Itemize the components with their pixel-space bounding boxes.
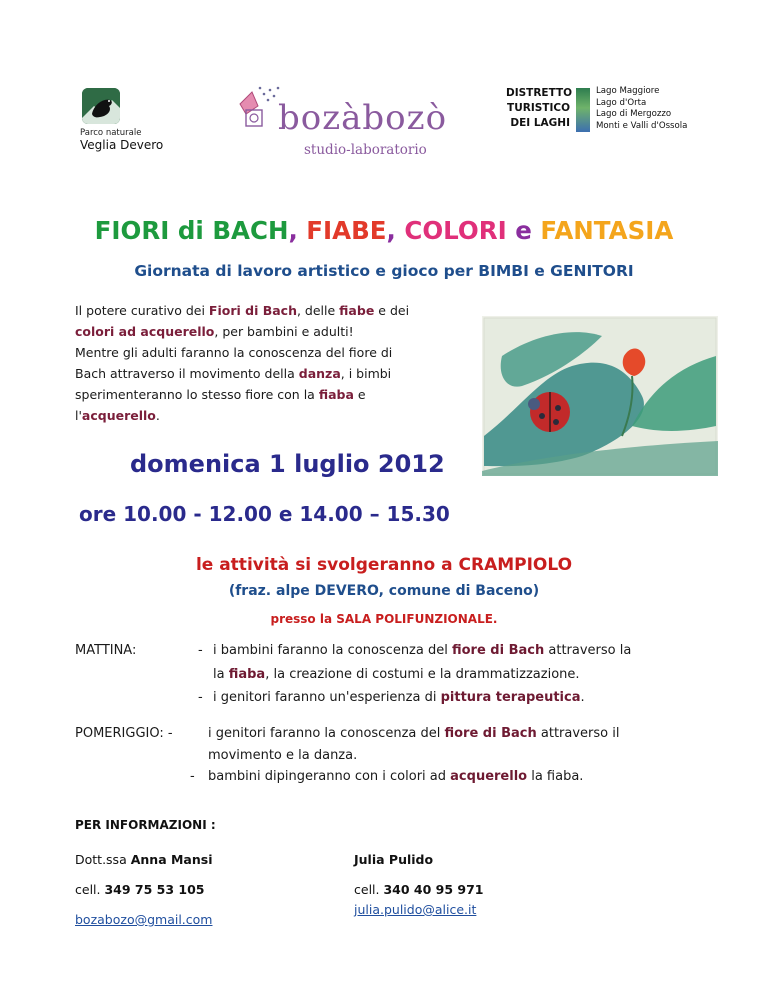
- bozabozo-subtitle: studio-laboratorio: [304, 142, 427, 158]
- intro-text: , per bambini e adulti!: [214, 324, 354, 339]
- intro-highlight: danza: [298, 366, 341, 381]
- title-fantasia: FANTASIA: [540, 216, 674, 245]
- intro-highlight: fiabe: [339, 303, 375, 318]
- intro-text: Mentre gli adulti faranno la conoscenza del fiore di: [75, 345, 393, 360]
- intro-text: , i bimbi: [340, 366, 392, 381]
- contact1-name: [75, 852, 212, 867]
- pomeriggio-label: POMERIGGIO: -: [75, 726, 173, 741]
- event-location: le attività si svolgeranno a CRAMPIOLO: [195, 555, 573, 575]
- intro-text: .: [155, 408, 160, 423]
- title-comma2: ,: [386, 216, 396, 245]
- contact2-name: [354, 852, 433, 867]
- schedule-highlight: fiore di Bach: [451, 643, 545, 658]
- title-colori: COLORI: [404, 216, 507, 245]
- schedule-highlight: fiore di Bach: [444, 726, 537, 741]
- mattina-line3: [213, 688, 585, 708]
- pomeriggio-line1: [208, 724, 619, 744]
- schedule-highlight: fiaba: [228, 667, 266, 682]
- distretto-turistico-logo: [506, 86, 688, 144]
- ladybug-watercolor-painting: [482, 316, 718, 476]
- event-venue: presso la SALA POLIFUNZIONALE.: [270, 612, 498, 626]
- schedule-text: , la creazione di costumi e la drammatizzazione.: [265, 667, 580, 682]
- intro-text: l': [75, 408, 82, 423]
- distretto-line2: TURISTICO: [507, 102, 570, 114]
- lake-line4: Monti e Valli d'Ossola: [596, 120, 688, 131]
- lake-line1: Lago Maggiore: [596, 86, 660, 96]
- schedule-text: i genitori faranno un'esperienza di: [213, 690, 441, 705]
- pomeriggio-line2: movimento e la danza.: [208, 748, 358, 763]
- page-title: [0, 216, 768, 245]
- title-fiabe: FIABE: [306, 216, 387, 245]
- lake-line2: Lago d'Orta: [596, 97, 647, 108]
- pomeriggio-line3: [208, 767, 583, 787]
- lake-icon: [576, 88, 590, 132]
- distretto-right-text: [596, 86, 687, 132]
- distretto-left-text: [506, 86, 573, 131]
- bird-icon: [82, 88, 120, 124]
- schedule-text: la fiaba.: [527, 769, 584, 784]
- parco-veglia-devero-logo: [78, 86, 178, 156]
- intro-text: e: [353, 387, 366, 402]
- bozabozo-name: bozàbozò: [278, 98, 448, 138]
- intro-text: e dei: [374, 303, 410, 318]
- info-heading: PER INFORMAZIONI :: [75, 818, 216, 832]
- cell-label: cell.: [354, 882, 384, 897]
- contact2-email-link[interactable]: julia.pulido@alice.it: [354, 902, 477, 917]
- distretto-line3: DEI LAGHI: [510, 117, 570, 129]
- contact-name: Julia Pulido: [354, 852, 434, 867]
- intro-highlight: colori ad acquerello: [75, 324, 215, 339]
- mattina-line2: [213, 665, 580, 685]
- cell-label: cell.: [75, 882, 105, 897]
- mattina-dash: -: [198, 643, 203, 658]
- page-subtitle: Giornata di lavoro artistico e gioco per BIMBI e GENITORI: [134, 262, 634, 280]
- mattina-label: MATTINA:: [75, 643, 137, 658]
- intro-text: , delle: [296, 303, 340, 318]
- lake-line3: Lago di Mergozzo: [596, 109, 672, 119]
- intro-paragraph: [75, 300, 475, 426]
- title-comma1: ,: [288, 216, 298, 245]
- intro-text: sperimenteranno lo stesso fiore con la: [75, 387, 319, 402]
- bozabozo-logo: [226, 84, 456, 164]
- cell-number: 349 75 53 105: [104, 882, 205, 897]
- intro-highlight: acquerello: [81, 408, 156, 423]
- title-fiori: FIORI di BACH: [94, 216, 289, 245]
- mattina-dash2: -: [198, 690, 203, 705]
- contact-name: Anna Mansi: [130, 852, 213, 867]
- distretto-line1: DISTRETTO: [506, 87, 573, 99]
- pomeriggio-dash2: -: [190, 769, 195, 784]
- intro-text: Bach attraverso il movimento della: [75, 366, 299, 381]
- schedule-highlight: acquerello: [450, 769, 528, 784]
- schedule-highlight: pittura terapeutica: [440, 690, 581, 705]
- intro-text: Il potere curativo dei: [75, 303, 209, 318]
- schedule-text: attraverso il: [536, 726, 620, 741]
- mattina-line1: [213, 641, 631, 661]
- contact1-email-link[interactable]: bozabozo@gmail.com: [75, 912, 213, 927]
- schedule-text: i bambini faranno la conoscenza del: [213, 643, 452, 658]
- schedule-text: la: [213, 667, 229, 682]
- event-hours: ore 10.00 - 12.00 e 14.00 – 15.30: [79, 502, 450, 526]
- schedule-text: bambini dipingeranno con i colori ad: [208, 769, 451, 784]
- event-location-detail: (fraz. alpe DEVERO, comune di Baceno): [228, 583, 540, 599]
- parco-logo-line1: Parco naturale: [80, 128, 142, 138]
- contact1-cell: [75, 882, 205, 897]
- schedule-text: i genitori faranno la conoscenza del: [208, 726, 445, 741]
- title-conj: e: [515, 216, 532, 245]
- event-date: domenica 1 luglio 2012: [130, 450, 445, 478]
- intro-highlight: fiaba: [318, 387, 354, 402]
- schedule-text: .: [580, 690, 585, 705]
- intro-highlight: Fiori di Bach: [208, 303, 297, 318]
- parco-logo-line2: Veglia Devero: [80, 138, 164, 152]
- cell-number: 340 40 95 971: [383, 882, 484, 897]
- contact2-cell: [354, 882, 484, 897]
- contact-prefix: Dott.ssa: [75, 852, 131, 867]
- schedule-text: attraverso la: [544, 643, 632, 658]
